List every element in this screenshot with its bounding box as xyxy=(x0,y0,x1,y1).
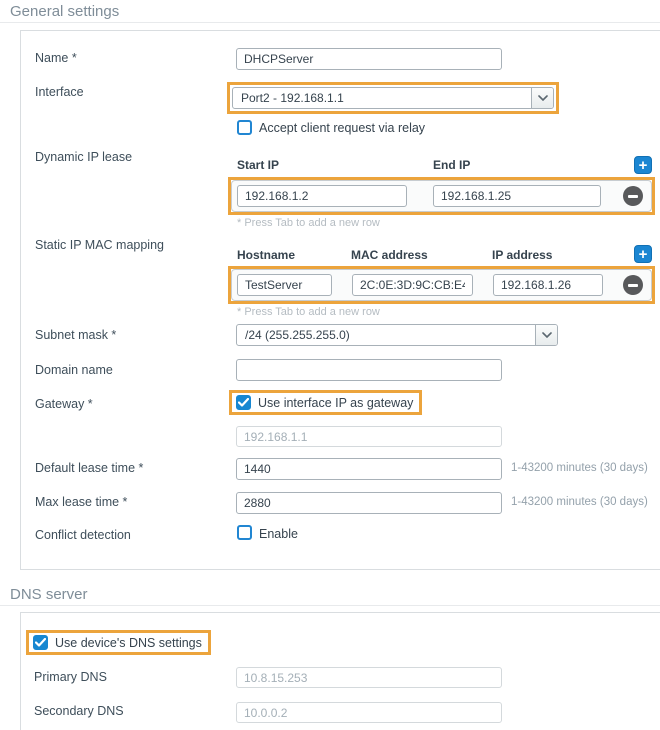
check-icon xyxy=(238,398,249,407)
plus-icon: + xyxy=(638,245,648,263)
chevron-down-icon[interactable] xyxy=(531,88,553,108)
plus-icon: + xyxy=(638,156,648,174)
ip-address-input[interactable] xyxy=(493,274,603,296)
remove-mapping-row-button[interactable] xyxy=(623,275,643,295)
dns-server-title: DNS server xyxy=(10,586,88,603)
primary-dns-input xyxy=(236,667,502,688)
add-mapping-row-button[interactable] xyxy=(634,245,652,263)
end-ip-column-header: End IP xyxy=(433,158,471,172)
end-ip-input[interactable] xyxy=(433,185,601,207)
dns-section-divider xyxy=(0,605,660,606)
gateway-checkbox[interactable] xyxy=(236,395,251,410)
chevron-down-icon[interactable] xyxy=(535,325,557,345)
interface-selected-value: Port2 - 192.168.1.1 xyxy=(241,91,344,105)
gateway-label: Gateway * xyxy=(35,397,93,411)
gateway-checkbox-label: Use interface IP as gateway xyxy=(258,395,414,410)
conflict-detection-label: Conflict detection xyxy=(35,528,131,542)
relay-checkbox-label: Accept client request via relay xyxy=(259,121,426,135)
start-ip-input[interactable] xyxy=(237,185,407,207)
mapping-tab-hint: * Press Tab to add a new row xyxy=(237,306,380,318)
max-lease-range-hint: 1-43200 minutes (30 days) xyxy=(511,496,648,508)
hostname-input[interactable] xyxy=(237,274,332,296)
mac-address-column-header: MAC address xyxy=(351,248,428,262)
gateway-ip-input xyxy=(236,426,502,447)
static-mapping-label: Static IP MAC mapping xyxy=(35,238,164,252)
dynamic-lease-row xyxy=(231,180,652,212)
gateway-checkbox-highlight xyxy=(229,390,422,415)
general-section-divider xyxy=(0,22,660,23)
default-lease-time-input[interactable] xyxy=(236,458,502,480)
interface-label: Interface xyxy=(35,85,84,99)
mac-address-input[interactable] xyxy=(352,274,473,296)
primary-dns-label: Primary DNS xyxy=(34,670,107,684)
interface-highlight xyxy=(227,82,559,114)
subnet-mask-selected-value: /24 (255.255.255.0) xyxy=(245,328,350,342)
default-lease-time-label: Default lease time * xyxy=(35,461,144,475)
default-lease-range-hint: 1-43200 minutes (30 days) xyxy=(511,462,648,474)
device-dns-checkbox-label: Use device's DNS settings xyxy=(55,635,202,650)
device-dns-checkbox-highlight xyxy=(26,630,211,655)
relay-checkbox[interactable] xyxy=(237,120,252,135)
remove-lease-row-button[interactable] xyxy=(623,186,643,206)
ip-address-column-header: IP address xyxy=(492,248,553,262)
static-mapping-row-highlight xyxy=(228,266,655,304)
check-icon xyxy=(35,638,46,647)
domain-name-label: Domain name xyxy=(35,363,113,377)
subnet-mask-select[interactable] xyxy=(236,324,558,346)
domain-name-input[interactable] xyxy=(236,359,502,381)
hostname-column-header: Hostname xyxy=(237,248,296,262)
interface-select[interactable] xyxy=(232,87,554,109)
conflict-detection-checkbox-label: Enable xyxy=(259,527,298,541)
dynamic-lease-row-highlight xyxy=(228,177,655,215)
add-lease-row-button[interactable] xyxy=(634,156,652,174)
dynamic-ip-lease-label: Dynamic IP lease xyxy=(35,150,133,164)
name-input[interactable] xyxy=(236,48,502,70)
device-dns-checkbox[interactable] xyxy=(33,635,48,650)
max-lease-time-label: Max lease time * xyxy=(35,495,128,509)
secondary-dns-label: Secondary DNS xyxy=(34,704,124,718)
general-settings-title: General settings xyxy=(10,3,120,20)
static-mapping-row xyxy=(231,269,652,301)
lease-tab-hint: * Press Tab to add a new row xyxy=(237,217,380,229)
name-label: Name * xyxy=(35,51,77,65)
start-ip-column-header: Start IP xyxy=(237,158,280,172)
secondary-dns-input xyxy=(236,702,502,723)
conflict-detection-checkbox[interactable] xyxy=(237,525,252,540)
max-lease-time-input[interactable] xyxy=(236,492,502,514)
subnet-mask-label: Subnet mask * xyxy=(35,328,117,342)
